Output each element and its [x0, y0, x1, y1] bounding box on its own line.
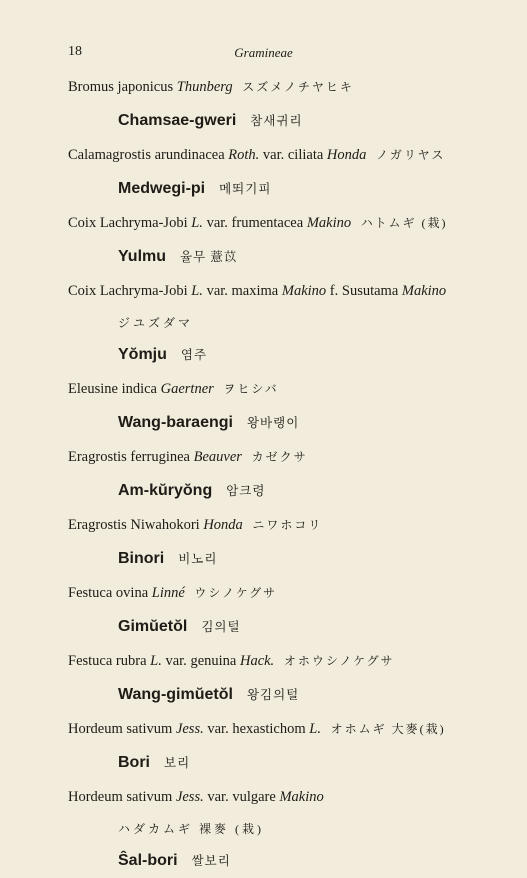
scientific-name-line: [0, 644, 527, 678]
korean-name-line: [0, 844, 527, 878]
korean-hangul-name: 보리: [164, 756, 191, 770]
rank: var.: [206, 215, 228, 231]
rank: var.: [165, 653, 187, 669]
genus: Hordeum: [68, 789, 123, 805]
scientific-name-line: [0, 70, 527, 104]
infraspecific-epithet: hexastichom: [232, 721, 306, 737]
author: L.: [150, 653, 162, 669]
author: Beauver: [193, 449, 242, 465]
genus: Eleusine: [68, 381, 118, 397]
korean-romanized-name: Gimŭetŏl: [118, 618, 188, 635]
scientific-name-line: [0, 372, 527, 406]
japanese-name: ノガリヤス: [376, 148, 446, 162]
korean-romanized-name: Medwegi-pi: [118, 180, 206, 197]
korean-name-line: [0, 746, 527, 780]
scientific-name-line: [0, 440, 527, 474]
korean-romanized-name: Yŏmju: [118, 346, 167, 363]
scientific-name-line: [0, 780, 527, 814]
japanese-name: ウシノケグサ: [194, 586, 278, 600]
epithet: indica: [121, 381, 157, 397]
japanese-name: ヲヒシバ: [223, 382, 279, 396]
korean-hangul-name: 메뙤기피: [219, 182, 272, 196]
rank: var.: [262, 147, 285, 163]
epithet: ferruginea: [130, 449, 190, 465]
korean-name-line: [0, 172, 527, 206]
korean-name-line: [0, 542, 527, 576]
korean-hangul-name: 참새귀리: [250, 114, 303, 128]
epithet: rubra: [115, 653, 147, 669]
genus: Hordeum: [68, 721, 123, 737]
list-item: [0, 138, 527, 206]
species-list: [0, 70, 527, 878]
korean-name-line: [0, 406, 527, 440]
korean-name-line: [0, 474, 527, 508]
list-item: [0, 576, 527, 644]
infraspecific-author: Makino: [306, 215, 352, 231]
korean-romanized-name: Chamsae-gweri: [118, 112, 237, 129]
japanese-name: ニワホコリ: [252, 518, 323, 532]
running-head: Gramineae: [234, 45, 293, 60]
author: Thunberg: [176, 79, 233, 95]
scientific-name-line: [0, 508, 527, 542]
list-item: [0, 440, 527, 508]
list-item: [0, 70, 527, 138]
genus: Bromus: [68, 79, 114, 95]
epithet: sativum: [126, 789, 173, 805]
scientific-name-line: [0, 138, 527, 172]
infraspecific-author: L.: [309, 721, 321, 737]
epithet: Lachryma-Jobi: [99, 283, 188, 299]
scientific-name-line: [0, 274, 527, 308]
author: Jess.: [175, 789, 204, 805]
korean-romanized-name: Yulmu: [118, 248, 167, 265]
page-number: 18: [68, 44, 82, 59]
japanese-name: オホウシノケグサ: [283, 654, 395, 668]
genus: Calamagrostis: [68, 147, 151, 163]
japanese-name: ハダカムギ 裸麥 (栽): [118, 822, 264, 836]
list-item: [0, 372, 527, 440]
scientific-name-line: [0, 206, 527, 240]
korean-romanized-name: Am-kŭryŏng: [118, 482, 213, 499]
infraspecific-epithet: genuina: [190, 653, 237, 669]
korean-hangul-name: 비노리: [178, 552, 218, 566]
genus: Coix: [68, 215, 97, 231]
infraspecific-author: Makino: [279, 789, 324, 805]
rank: var.: [207, 721, 229, 737]
korean-hangul-name: 김의털: [201, 620, 241, 634]
infraspecific-epithet: frumentacea: [231, 215, 304, 231]
korean-romanized-name: Bori: [118, 754, 150, 771]
list-item: [0, 780, 527, 878]
korean-hangul-name: 염주: [180, 348, 208, 362]
korean-hangul-name: 쌀보리: [191, 854, 231, 868]
scientific-name-line: [0, 576, 527, 610]
korean-hangul-name: 왕바랭이: [246, 416, 300, 430]
epithet: Niwahokori: [130, 517, 200, 533]
korean-hangul-name: 암크령: [226, 484, 266, 498]
author: L.: [191, 215, 203, 231]
japanese-name: オホムギ 大麥(栽): [330, 722, 446, 736]
scientific-name-line: [0, 712, 527, 746]
form-author: Makino: [401, 283, 447, 299]
rank: var.: [207, 789, 229, 805]
korean-name-line: [0, 678, 527, 712]
korean-romanized-name: Binori: [118, 550, 165, 567]
epithet: sativum: [126, 721, 173, 737]
author: Gaertner: [160, 381, 214, 397]
korean-name-line: [0, 610, 527, 644]
japanese-name: ハトムギ (栽): [360, 216, 448, 230]
epithet: arundinacea: [154, 147, 225, 163]
author: Roth.: [228, 147, 260, 163]
epithet: japonicus: [117, 79, 174, 95]
list-item: [0, 644, 527, 712]
list-item: [0, 274, 527, 372]
infraspecific-author: Hack.: [239, 653, 275, 669]
list-item: [0, 712, 527, 780]
japanese-name: カゼクサ: [251, 450, 308, 464]
author: Honda: [203, 517, 243, 533]
genus: Eragrostis: [68, 517, 127, 533]
japanese-name: ジユズダマ: [118, 316, 194, 330]
rank: var.: [206, 283, 228, 299]
infraspecific-epithet: maxima: [231, 283, 279, 299]
author: L.: [191, 283, 203, 299]
korean-name-line: [0, 338, 527, 372]
list-item: [0, 206, 527, 274]
infraspecific-author: Honda: [326, 147, 367, 163]
infraspecific-epithet: vulgare: [232, 789, 276, 805]
author: Linné: [151, 585, 185, 601]
korean-hangul-name: 왕김의털: [246, 688, 300, 702]
korean-hangul-name: 율무 薏苡: [180, 250, 238, 264]
epithet: ovina: [115, 585, 149, 601]
genus: Festuca: [68, 653, 113, 669]
korean-romanized-name: Wang-gimŭetŏl: [118, 686, 233, 703]
korean-romanized-name: Wang-baraengi: [118, 414, 233, 431]
japanese-name: スズメノチヤヒキ: [242, 80, 354, 94]
list-item: [0, 508, 527, 576]
korean-romanized-name: Ŝal-bori: [118, 852, 178, 869]
genus: Festuca: [68, 585, 113, 601]
author: Jess.: [175, 721, 204, 737]
genus: Coix: [68, 283, 97, 299]
infraspecific-epithet: ciliata: [287, 147, 324, 163]
epithet: Lachryma-Jobi: [99, 215, 188, 231]
genus: Eragrostis: [68, 449, 127, 465]
korean-name-line: [0, 240, 527, 274]
korean-name-line: [0, 104, 527, 138]
form-name: f. Susutama: [329, 283, 399, 299]
infraspecific-author: Makino: [281, 283, 327, 299]
